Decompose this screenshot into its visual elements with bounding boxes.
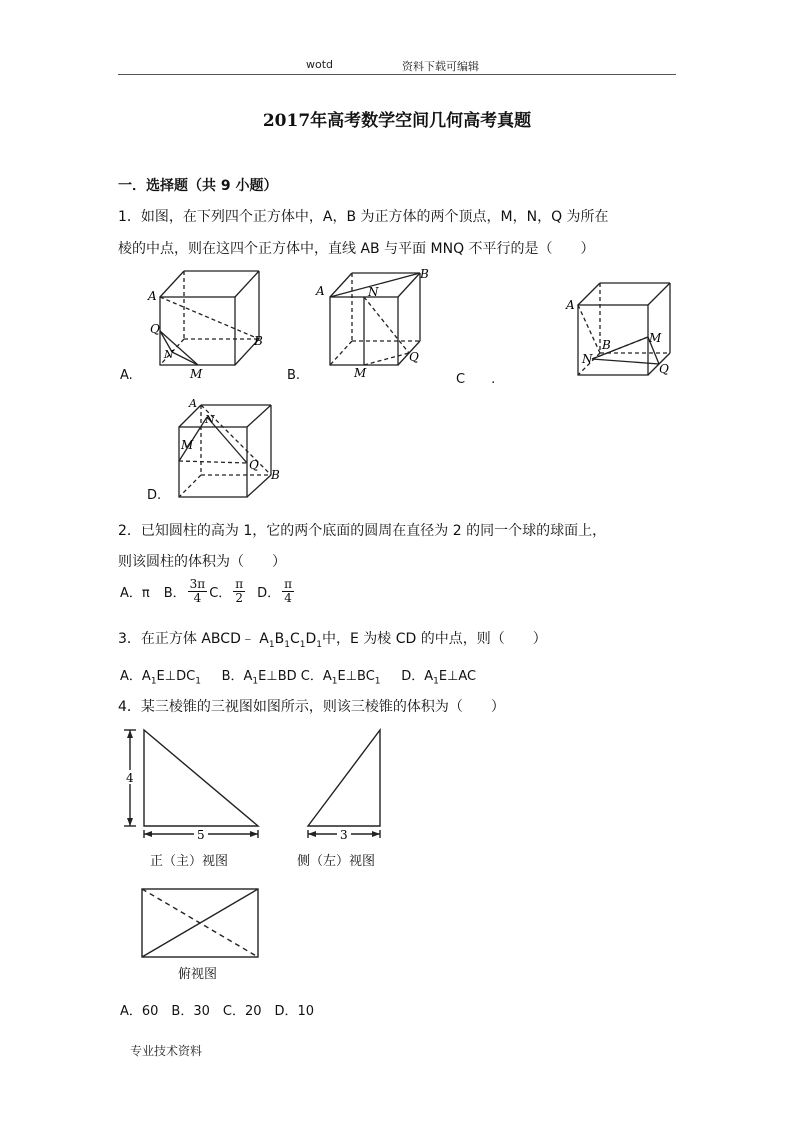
q3-options: A．$A_1E\perp DC_1$ B．$A_1E\perp BD$ C．$A_1E\perp BC_1$ D．$A_1E\perp AC$	[120, 669, 477, 687]
q1-option-c: C .	[456, 372, 496, 387]
arrow-left	[144, 831, 152, 837]
q3-stem-end: 中，E 为棱 CD 的中点，则（ ）	[322, 631, 547, 647]
side-view-label: 侧（左）视图	[297, 854, 376, 869]
q1-line1: 1．如图，在下列四个正方体中，A，B 为正方体的两个顶点，M，N，Q 为所在	[118, 209, 609, 225]
label-M: M	[181, 438, 194, 452]
label-A: A	[566, 298, 575, 312]
q1-option-d: D.	[147, 488, 162, 503]
q2-c-denominator: 2	[235, 591, 244, 605]
label-N: N	[368, 285, 379, 299]
arrow-top	[127, 730, 133, 738]
q1-figure-c	[562, 275, 682, 385]
q2-option-c: C．	[209, 586, 232, 601]
label-M: M	[190, 367, 203, 380]
label-N: N	[164, 348, 174, 361]
q3-stem-start: 3．在正方体 ABCD﹣ A	[118, 631, 269, 647]
q4-front-view	[118, 724, 268, 842]
q2-options	[120, 578, 296, 605]
front-view-label: 正（主）视图	[150, 854, 229, 869]
arrow-bottom	[127, 818, 133, 826]
label-N: N	[205, 413, 215, 426]
dim-side: 3	[340, 828, 348, 842]
label-M: M	[649, 331, 662, 345]
q4-stem: 4．某三棱锥的三视图如图所示，则该三棱锥的体积为（ ）	[118, 699, 505, 715]
q3-option-b: B．	[221, 669, 244, 684]
label-A: A	[316, 284, 325, 298]
label-B: B	[271, 468, 280, 482]
page-title: 2017年高考数学空间几何高考真题	[262, 111, 532, 131]
q4-top-view	[138, 885, 262, 961]
q2-b-denominator: 4	[193, 591, 202, 605]
label-M: M	[354, 366, 367, 380]
q2-c-numerator: π	[235, 577, 244, 591]
arrow-right	[250, 831, 258, 837]
q1-option-b: B.	[287, 368, 301, 383]
q3-option-c: C．	[300, 669, 323, 684]
arrow-right	[372, 831, 380, 837]
q3-stem: 3．在正方体 ABCD﹣ $A_1B_1C_1D_1$中，E 为棱 CD 的中点，则（ ）	[118, 631, 547, 650]
q2-d-numerator: π	[284, 577, 293, 591]
label-Q: Q	[249, 458, 259, 472]
q1-line2: 棱的中点，则在这四个正方体中，直线 AB 与平面 MNQ 不平行的是（ ）	[118, 241, 595, 257]
top-view-label: 俯视图	[178, 967, 218, 982]
label-Q: Q	[409, 350, 419, 364]
q2-b-numerator: 3π	[189, 577, 206, 591]
label-A: A	[148, 289, 157, 303]
q2-frac-c	[233, 578, 245, 605]
q4-options: A．60 B．30 C．20 D．10	[120, 1004, 315, 1019]
q1-figure-d	[165, 395, 290, 505]
label-Q: Q	[659, 362, 669, 376]
section-heading: 一．选择题（共 9 小题）	[118, 178, 278, 194]
q1-option-a: A.	[120, 368, 133, 383]
label-B: B	[254, 334, 263, 348]
footer: 专业技术资料	[130, 1044, 203, 1058]
q2-option-b: B．	[163, 586, 186, 601]
q4-side-view	[300, 724, 390, 842]
label-B: B	[602, 338, 611, 352]
q2-option-a: A．π	[120, 586, 150, 601]
q2-d-denominator: 4	[284, 591, 292, 605]
header-right: 资料下载可编辑	[402, 60, 479, 73]
q2-option-d: D．	[257, 586, 281, 601]
q2-line2: 则该圆柱的体积为（ ）	[118, 554, 286, 570]
header-rule	[118, 74, 676, 75]
arrow-left	[308, 831, 316, 837]
label-A: A	[189, 397, 197, 410]
header-left: wotd	[306, 58, 334, 71]
label-B: B	[420, 267, 429, 281]
label-Q: Q	[150, 322, 160, 336]
dim-height: 4	[126, 771, 134, 785]
dim-width: 5	[197, 828, 205, 842]
q2-frac-b	[188, 578, 208, 605]
label-N: N	[582, 352, 593, 366]
q3-option-a: A．	[120, 669, 142, 684]
q2-frac-d	[282, 578, 294, 605]
q1-figure-a	[140, 265, 270, 380]
q2-line1: 2．已知圆柱的高为 1，它的两个底面的圆周在直径为 2 的同一个球的球面上，	[118, 523, 607, 539]
q3-option-d: D．	[401, 669, 425, 684]
q1-figure-b	[312, 265, 437, 380]
